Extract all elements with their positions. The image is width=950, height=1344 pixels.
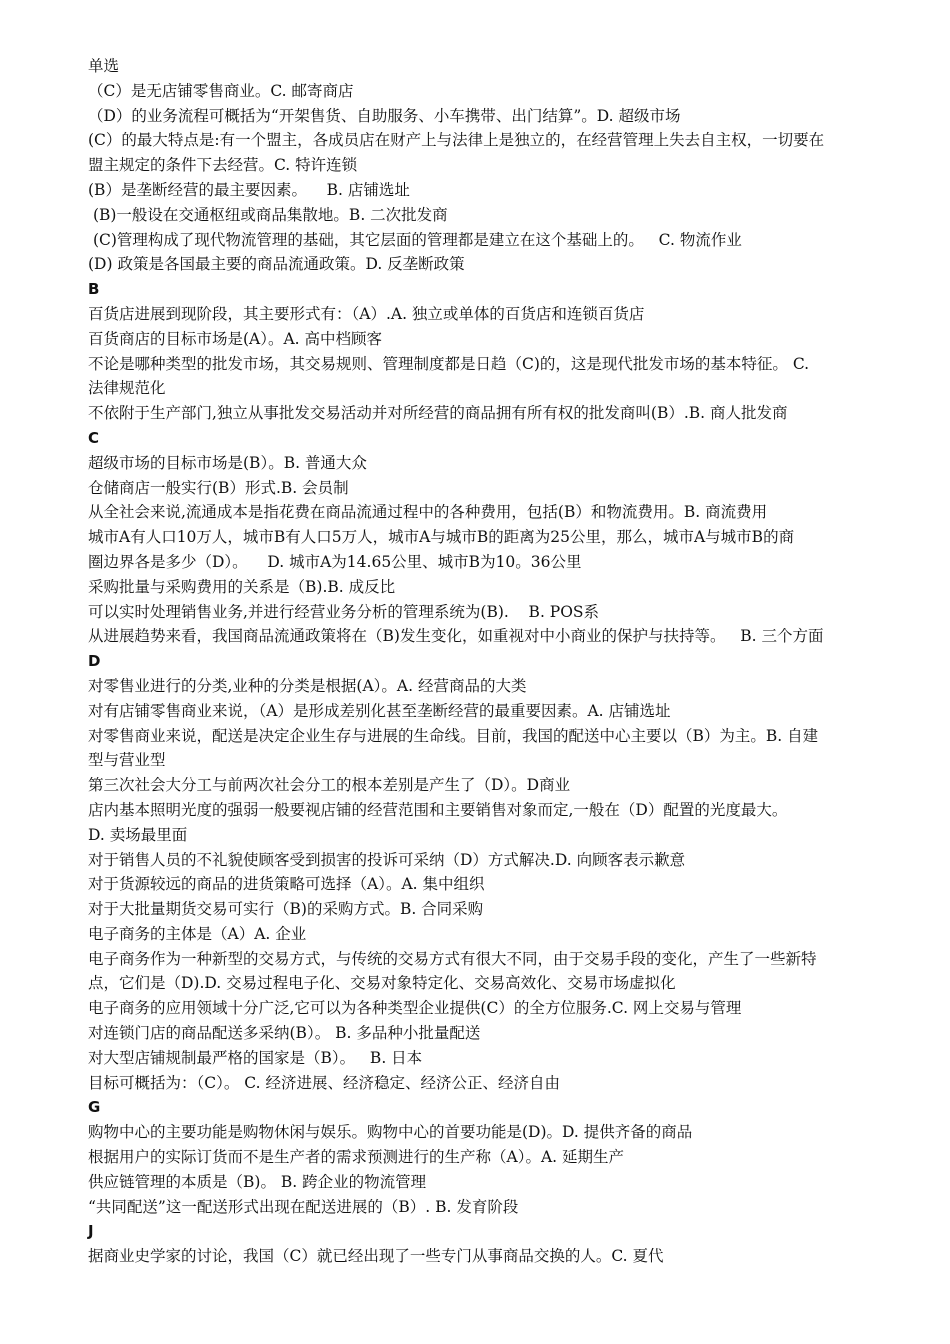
question-line: 城市A有人口10万人，城市B有人口5万人，城市A与城市B的距离为25公里，那么，城市A与城市B的商: [88, 528, 795, 547]
question-line: （C）是无店铺零售商业。C. 邮寄商店: [88, 81, 354, 100]
section-letter-heading: C: [88, 428, 100, 447]
question-line: 可以实时处理销售业务,并进行经营业务分析的管理系统为(B). B. POS系: [88, 602, 600, 621]
question-line: 型与营业型: [88, 751, 166, 770]
question-line: 点，它们是（D).D. 交易过程电子化、交易对象特定化、交易高效化、交易市场虚拟化: [88, 974, 676, 993]
question-line: 对于销售人员的不礼貌使顾客受到损害的投诉可采纳（D）方式解决.D. 向顾客表示歉意: [88, 850, 686, 869]
question-line: 盟主规定的条件下去经营。C. 特许连锁: [88, 156, 358, 175]
question-line: (B）是垄断经营的最主要因素。 B. 店铺选址: [88, 180, 410, 199]
question-line: 电子商务的主体是（A）A. 企业: [88, 924, 307, 943]
question-line: (D) 政策是各国最主要的商品流通政策。D. 反垄断政策: [88, 255, 465, 274]
question-line: 采购批量与采购费用的关系是（B).B. 成反比: [88, 577, 396, 596]
question-line: 圈边界各是多少（D）。 D. 城市A为14.65公里、城市B为10。36公里: [88, 552, 582, 571]
question-line: 对有店铺零售商业来说，（A）是形成差别化甚至垄断经营的最重要因素。A. 店铺选址: [88, 701, 671, 720]
question-line: 根据用户的实际订货而不是生产者的需求预测进行的生产称（A）。A. 延期生产: [88, 1148, 624, 1167]
document-page: [88, 54, 888, 1269]
section-letter-heading: D: [88, 652, 101, 671]
question-line: 第三次社会大分工与前两次社会分工的根本差别是产生了（D）。D商业: [88, 776, 571, 795]
question-line: 不依附于生产部门,独立从事批发交易活动并对所经营的商品拥有所有权的批发商叫(B）.B. 商人批发商: [88, 404, 788, 423]
section-letter-heading: B: [88, 280, 100, 299]
question-line: 从进展趋势来看，我国商品流通政策将在（B)发生变化，如重视对中小商业的保护与扶持等。 B. 三个方面: [88, 627, 824, 646]
question-line: 百货商店的目标市场是(A）。A. 高中档顾客: [88, 329, 383, 348]
question-line: 对于货源较远的商品的进货策略可选择（A）。A. 集中组织: [88, 875, 485, 894]
question-line: 对零售业进行的分类,业种的分类是根据(A）。A. 经营商品的大类: [88, 676, 527, 695]
question-line: (C）的最大特点是:有一个盟主，各成员店在财产上与法律上是独立的，在经营管理上失去自主权，一切要在: [88, 131, 825, 150]
question-line: 供应链管理的本质是（B)。 B. 跨企业的物流管理: [88, 1172, 427, 1191]
section-letter-heading: J: [88, 1222, 94, 1241]
question-line: 百货店进展到现阶段，其主要形式有：（A）.A. 独立或单体的百货店和连锁百货店: [88, 304, 645, 323]
question-line: 目标可概括为：（C）。 C. 经济进展、经济稳定、经济公正、经济自由: [88, 1073, 560, 1092]
question-line: 电子商务的应用领域十分广泛,它可以为各种类型企业提供(C）的全方位服务.C. 网上交易与管理: [88, 999, 742, 1018]
question-line: 不论是哪种类型的批发市场，其交易规则、管理制度都是日趋（C)的，这是现代批发市场的基本特征。 C.: [88, 354, 810, 373]
question-line: 超级市场的目标市场是(B）。B. 普通大众: [88, 453, 367, 472]
question-line: 购物中心的主要功能是购物休闲与娱乐。购物中心的首要功能是(D)。D. 提供齐备的商品: [88, 1123, 693, 1142]
question-line: 对大型店铺规制最严格的国家是（B）。 B. 日本: [88, 1048, 423, 1067]
question-line: 对连锁门店的商品配送多采纳(B）。 B. 多品种小批量配送: [88, 1024, 481, 1043]
question-line: (B)一般设在交通枢纽或商品集散地。B. 二次批发商: [88, 205, 448, 224]
question-line: 从全社会来说,流通成本是指花费在商品流通过程中的各种费用，包括(B）和物流费用。B. 商流费用: [88, 503, 768, 522]
question-line: 法律规范化: [88, 379, 166, 398]
question-line: 店内基本照明光度的强弱一般要视店铺的经营范围和主要销售对象而定,一般在（D）配置的光度最大。: [88, 800, 788, 819]
question-line: 电子商务作为一种新型的交易方式，与传统的交易方式有很大不同，由于交易手段的变化，产生了一些新特: [88, 949, 817, 968]
question-line: 对于大批量期货交易可实行（B)的采购方式。B. 合同采购: [88, 900, 484, 919]
question-line: 对零售商业来说，配送是决定企业生存与进展的生命线。目前，我国的配送中心主要以（B）为主。B. 自建: [88, 726, 819, 745]
question-line: （D）的业务流程可概括为“开架售货、自助服务、小车携带、出门结算”。D. 超级市场: [88, 106, 681, 125]
question-line: 单选: [88, 57, 120, 75]
question-line: 据商业史学家的讨论，我国（C）就已经出现了一些专门从事商品交换的人。C. 夏代: [88, 1247, 664, 1266]
section-letter-heading: G: [88, 1098, 101, 1117]
question-line: (C)管理构成了现代物流管理的基础，其它层面的管理都是建立在这个基础上的。 C. 物流作业: [88, 230, 742, 249]
question-line: “共同配送”这一配送形式出现在配送进展的（B）. B. 发育阶段: [88, 1197, 519, 1216]
question-line: D. 卖场最里面: [88, 825, 188, 844]
question-line: 仓储商店一般实行(B）形式.B. 会员制: [88, 478, 349, 497]
